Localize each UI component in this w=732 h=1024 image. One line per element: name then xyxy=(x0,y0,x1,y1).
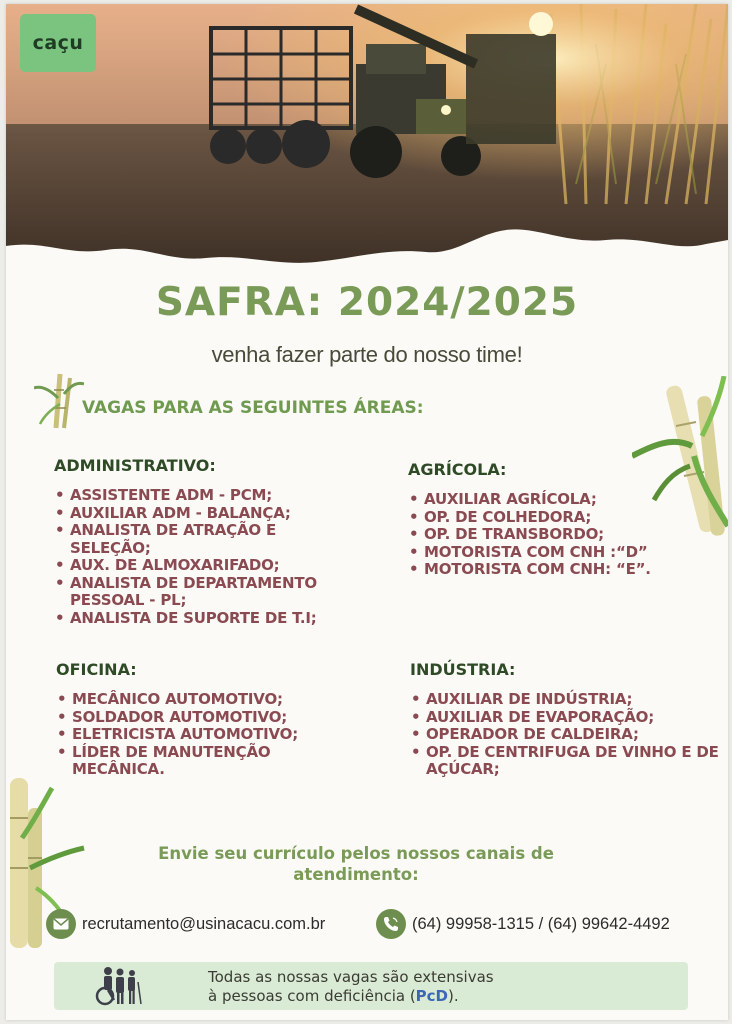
pcd-line2-suffix: ). xyxy=(448,987,459,1005)
list-item: • MOTORISTA COM CNH: “E”. xyxy=(408,561,708,579)
list-item: • AUX. DE ALMOXARIFADO; xyxy=(54,557,389,575)
list-item: • AUXILIAR DE INDÚSTRIA; xyxy=(410,691,724,709)
phone-numbers[interactable]: (64) 99958-1315 / (64) 99642-4492 xyxy=(412,914,670,933)
pcd-text xyxy=(208,968,494,1006)
list-item: • AUXILIAR DE EVAPORAÇÃO; xyxy=(410,709,724,727)
list-item: • LÍDER DE MANUTENÇÃO MECÂNICA. xyxy=(56,744,306,779)
email-address[interactable]: recrutamento@usinacacu.com.br xyxy=(82,914,326,933)
pcd-line1: Todas as nossas vagas são extensivas xyxy=(208,968,494,986)
sugarcane-icon xyxy=(34,368,84,430)
pcd-line2-prefix: à pessoas com deficiência ( xyxy=(208,987,416,1005)
page-title: SAFRA: 2024/2025 xyxy=(155,280,579,325)
list-item: • OPERADOR DE CALDEIRA; xyxy=(410,726,724,744)
section-title: OFICINA: xyxy=(56,660,137,679)
pcd-line2 xyxy=(208,987,494,1006)
list-item: • ASSISTENTE ADM - PCM; xyxy=(54,487,389,505)
section-title: INDÚSTRIA: xyxy=(410,660,516,679)
phone-icon xyxy=(376,909,406,939)
list-item: • ANALISTA DE DEPARTAMENTO PESSOAL - PL; xyxy=(54,575,374,610)
section-agricola xyxy=(408,460,708,579)
job-list xyxy=(54,487,389,627)
section-industria xyxy=(410,660,724,779)
phone-contact xyxy=(376,909,670,939)
list-item: • MOTORISTA COM CNH :“D” xyxy=(408,544,708,562)
job-list xyxy=(410,691,724,779)
list-item: • ELETRICISTA AUTOMOTIVO; xyxy=(56,726,386,744)
logo-text: caçu xyxy=(32,32,84,54)
accessibility-group-icon xyxy=(94,966,142,1006)
list-item: • SOLDADOR AUTOMOTIVO; xyxy=(56,709,386,727)
list-item: • AUXILIAR ADM - BALANÇA; xyxy=(54,505,389,523)
pcd-highlight: PcD xyxy=(415,987,449,1005)
job-list xyxy=(408,491,708,579)
contact-prompt xyxy=(86,843,626,885)
company-logo xyxy=(20,14,96,72)
pcd-banner xyxy=(54,962,688,1010)
contact-prompt-line1: Envie seu currículo pelos nossos canais de xyxy=(158,844,554,863)
list-item: • AUXILIAR AGRÍCOLA; xyxy=(408,491,708,509)
job-flyer xyxy=(6,4,728,1020)
section-title: AGRÍCOLA: xyxy=(408,460,507,479)
areas-heading: VAGAS PARA AS SEGUINTES ÁREAS: xyxy=(82,398,424,418)
section-title: ADMINISTRATIVO: xyxy=(54,456,216,475)
job-list xyxy=(56,691,386,779)
list-item: • ANALISTA DE SUPORTE DE T.I; xyxy=(54,610,389,628)
envelope-icon xyxy=(46,909,76,939)
list-item: • OP. DE COLHEDORA; xyxy=(408,509,708,527)
list-item: • ANALISTA DE ATRAÇÃO E SELEÇÃO; xyxy=(54,522,324,557)
list-item: • MECÂNICO AUTOMOTIVO; xyxy=(56,691,386,709)
email-contact xyxy=(46,909,325,939)
section-oficina xyxy=(56,660,386,779)
section-administrativo xyxy=(54,456,389,627)
contact-prompt-line2: atendimento: xyxy=(293,865,419,884)
subtitle: venha fazer parte do nosso time! xyxy=(211,342,523,367)
harvest-photo xyxy=(6,4,728,276)
list-item: • OP. DE CENTRIFUGA DE VINHO E DE AÇÚCAR; xyxy=(410,744,722,779)
list-item: • OP. DE TRANSBORDO; xyxy=(408,526,708,544)
